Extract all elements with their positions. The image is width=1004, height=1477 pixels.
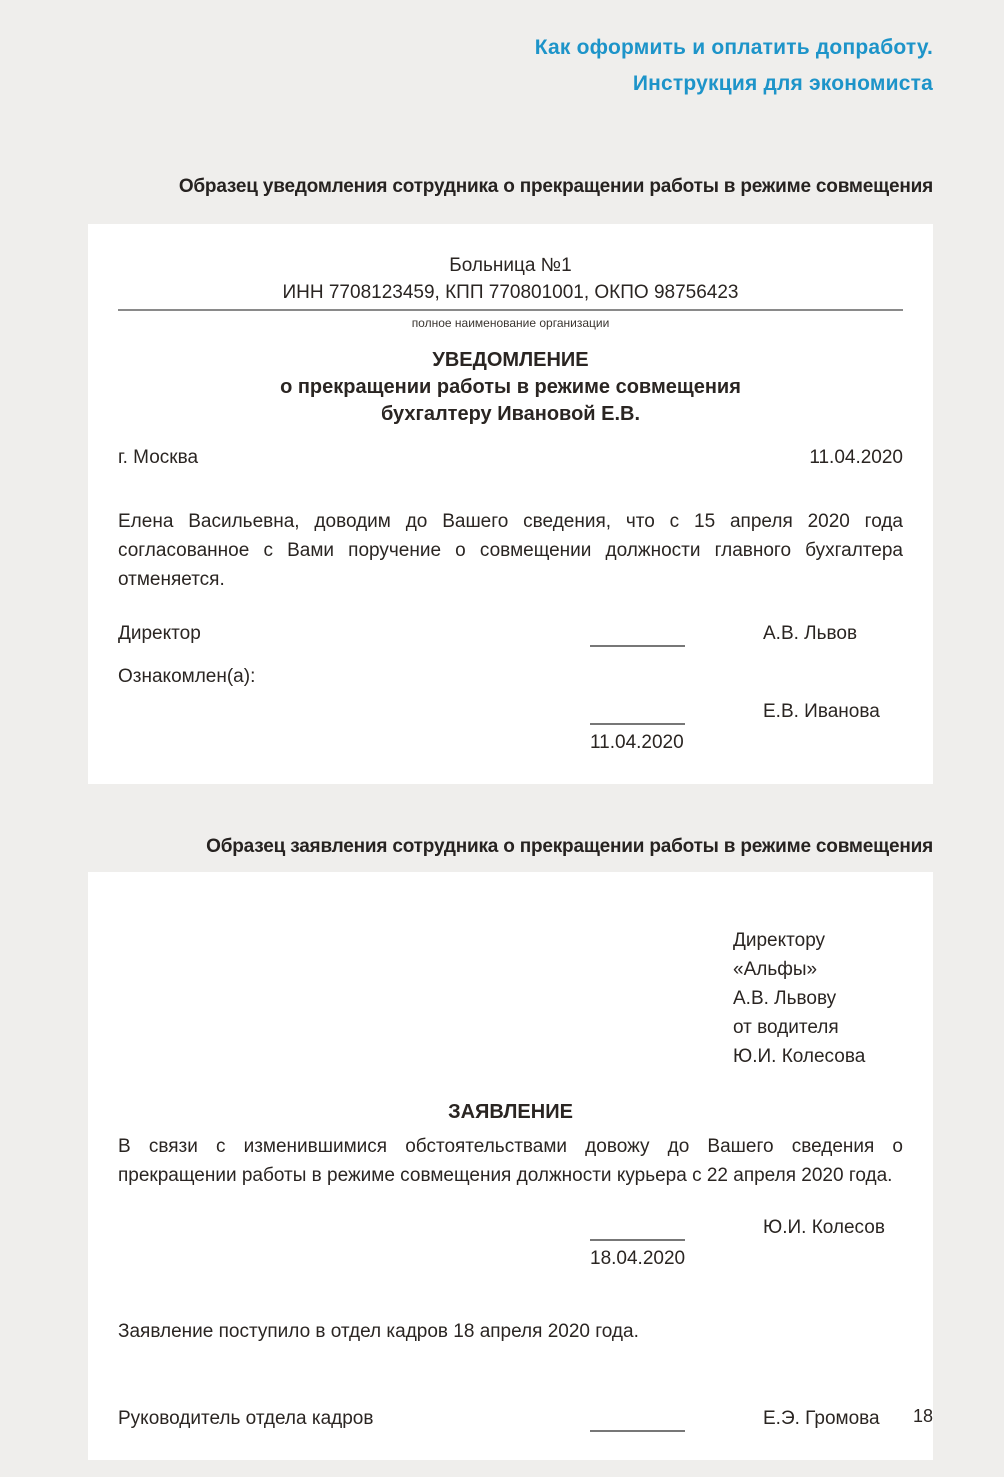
director-name: А.В. Львов: [763, 623, 858, 644]
applicant-signature-row: [118, 1214, 903, 1241]
employee-signature-date: 11.04.2020: [590, 732, 684, 753]
director-label: Директор: [118, 623, 201, 644]
hr-label: Руководитель отдела кадров: [118, 1408, 374, 1429]
applicant-signature-line: [590, 1222, 685, 1241]
application-document-card: [88, 872, 933, 1460]
city-date-row: [118, 444, 903, 471]
page-header: [88, 0, 933, 102]
applicant-signature-date-row: [118, 1245, 903, 1272]
recipient-line-5: Ю.И. Колесова: [733, 1046, 866, 1067]
acknowledged-label: Ознакомлен(а):: [118, 666, 256, 687]
page-number: 18: [912, 1406, 933, 1426]
applicant-name: Ю.И. Колесов: [763, 1217, 885, 1238]
employee-signature-line: [590, 706, 685, 725]
recipient-line-4: от водителя: [733, 1017, 839, 1038]
application-title: ЗАЯВЛЕНИЕ: [448, 1101, 573, 1123]
notification-title-line1: УВЕДОМЛЕНИЕ: [432, 349, 589, 371]
hr-name: Е.Э. Громова: [763, 1408, 880, 1429]
hr-signature-line: [590, 1413, 685, 1432]
recipient-line-1: Директору: [733, 930, 826, 951]
notification-title-line2: о прекращении работы в режиме совмещения: [280, 376, 741, 398]
header-line-2: Инструкция для экономиста: [632, 72, 933, 95]
section2-title: Образец заявления сотрудника о прекращении работы в режиме совмещения: [206, 836, 933, 857]
director-signature-line: [590, 628, 685, 647]
notification-date: 11.04.2020: [809, 447, 903, 468]
recipient-line-2: «Альфы»: [733, 959, 818, 980]
employee-signature-date-row: [118, 729, 903, 756]
city-label: г. Москва: [118, 447, 199, 468]
org-name: Больница №1: [449, 255, 572, 276]
section1-title: Образец уведомления сотрудника о прекращении работы в режиме совмещения: [178, 176, 933, 197]
employee-name: Е.В. Иванова: [763, 701, 880, 722]
received-note: Заявление поступило в отдел кадров 18 апреля 2020 года.: [118, 1321, 639, 1342]
org-underline: [118, 309, 903, 311]
notification-document-card: [88, 224, 933, 784]
org-caption: полное наименование организации: [411, 316, 610, 330]
notification-title: [118, 347, 903, 428]
recipient-line-3: А.В. Львову: [733, 988, 837, 1009]
recipient-block: [733, 926, 903, 1071]
application-body: В связи с изменившимися обстоятельствами довожу до Вашего сведения о прекращении работы в режиме совмещения должности курьера с 22 апреля 2020 года.: [118, 1136, 903, 1186]
director-signature-row: [118, 620, 903, 647]
hr-signature-row: [118, 1405, 903, 1432]
notification-body: Елена Васильевна, доводим до Вашего сведения, что с 15 апреля 2020 года согласованное с Вами поручение о совмещении должности главного бухгалтера отменяется.: [118, 511, 903, 590]
org-details: ИНН 7708123459, КПП 770801001, ОКПО 98756423: [282, 282, 739, 303]
applicant-signature-date: 18.04.2020: [590, 1248, 686, 1269]
header-line-1: Как оформить и оплатить допработу.: [534, 36, 933, 59]
notification-title-line3: бухгалтеру Ивановой Е.В.: [380, 403, 641, 425]
employee-signature-row: [118, 698, 903, 725]
